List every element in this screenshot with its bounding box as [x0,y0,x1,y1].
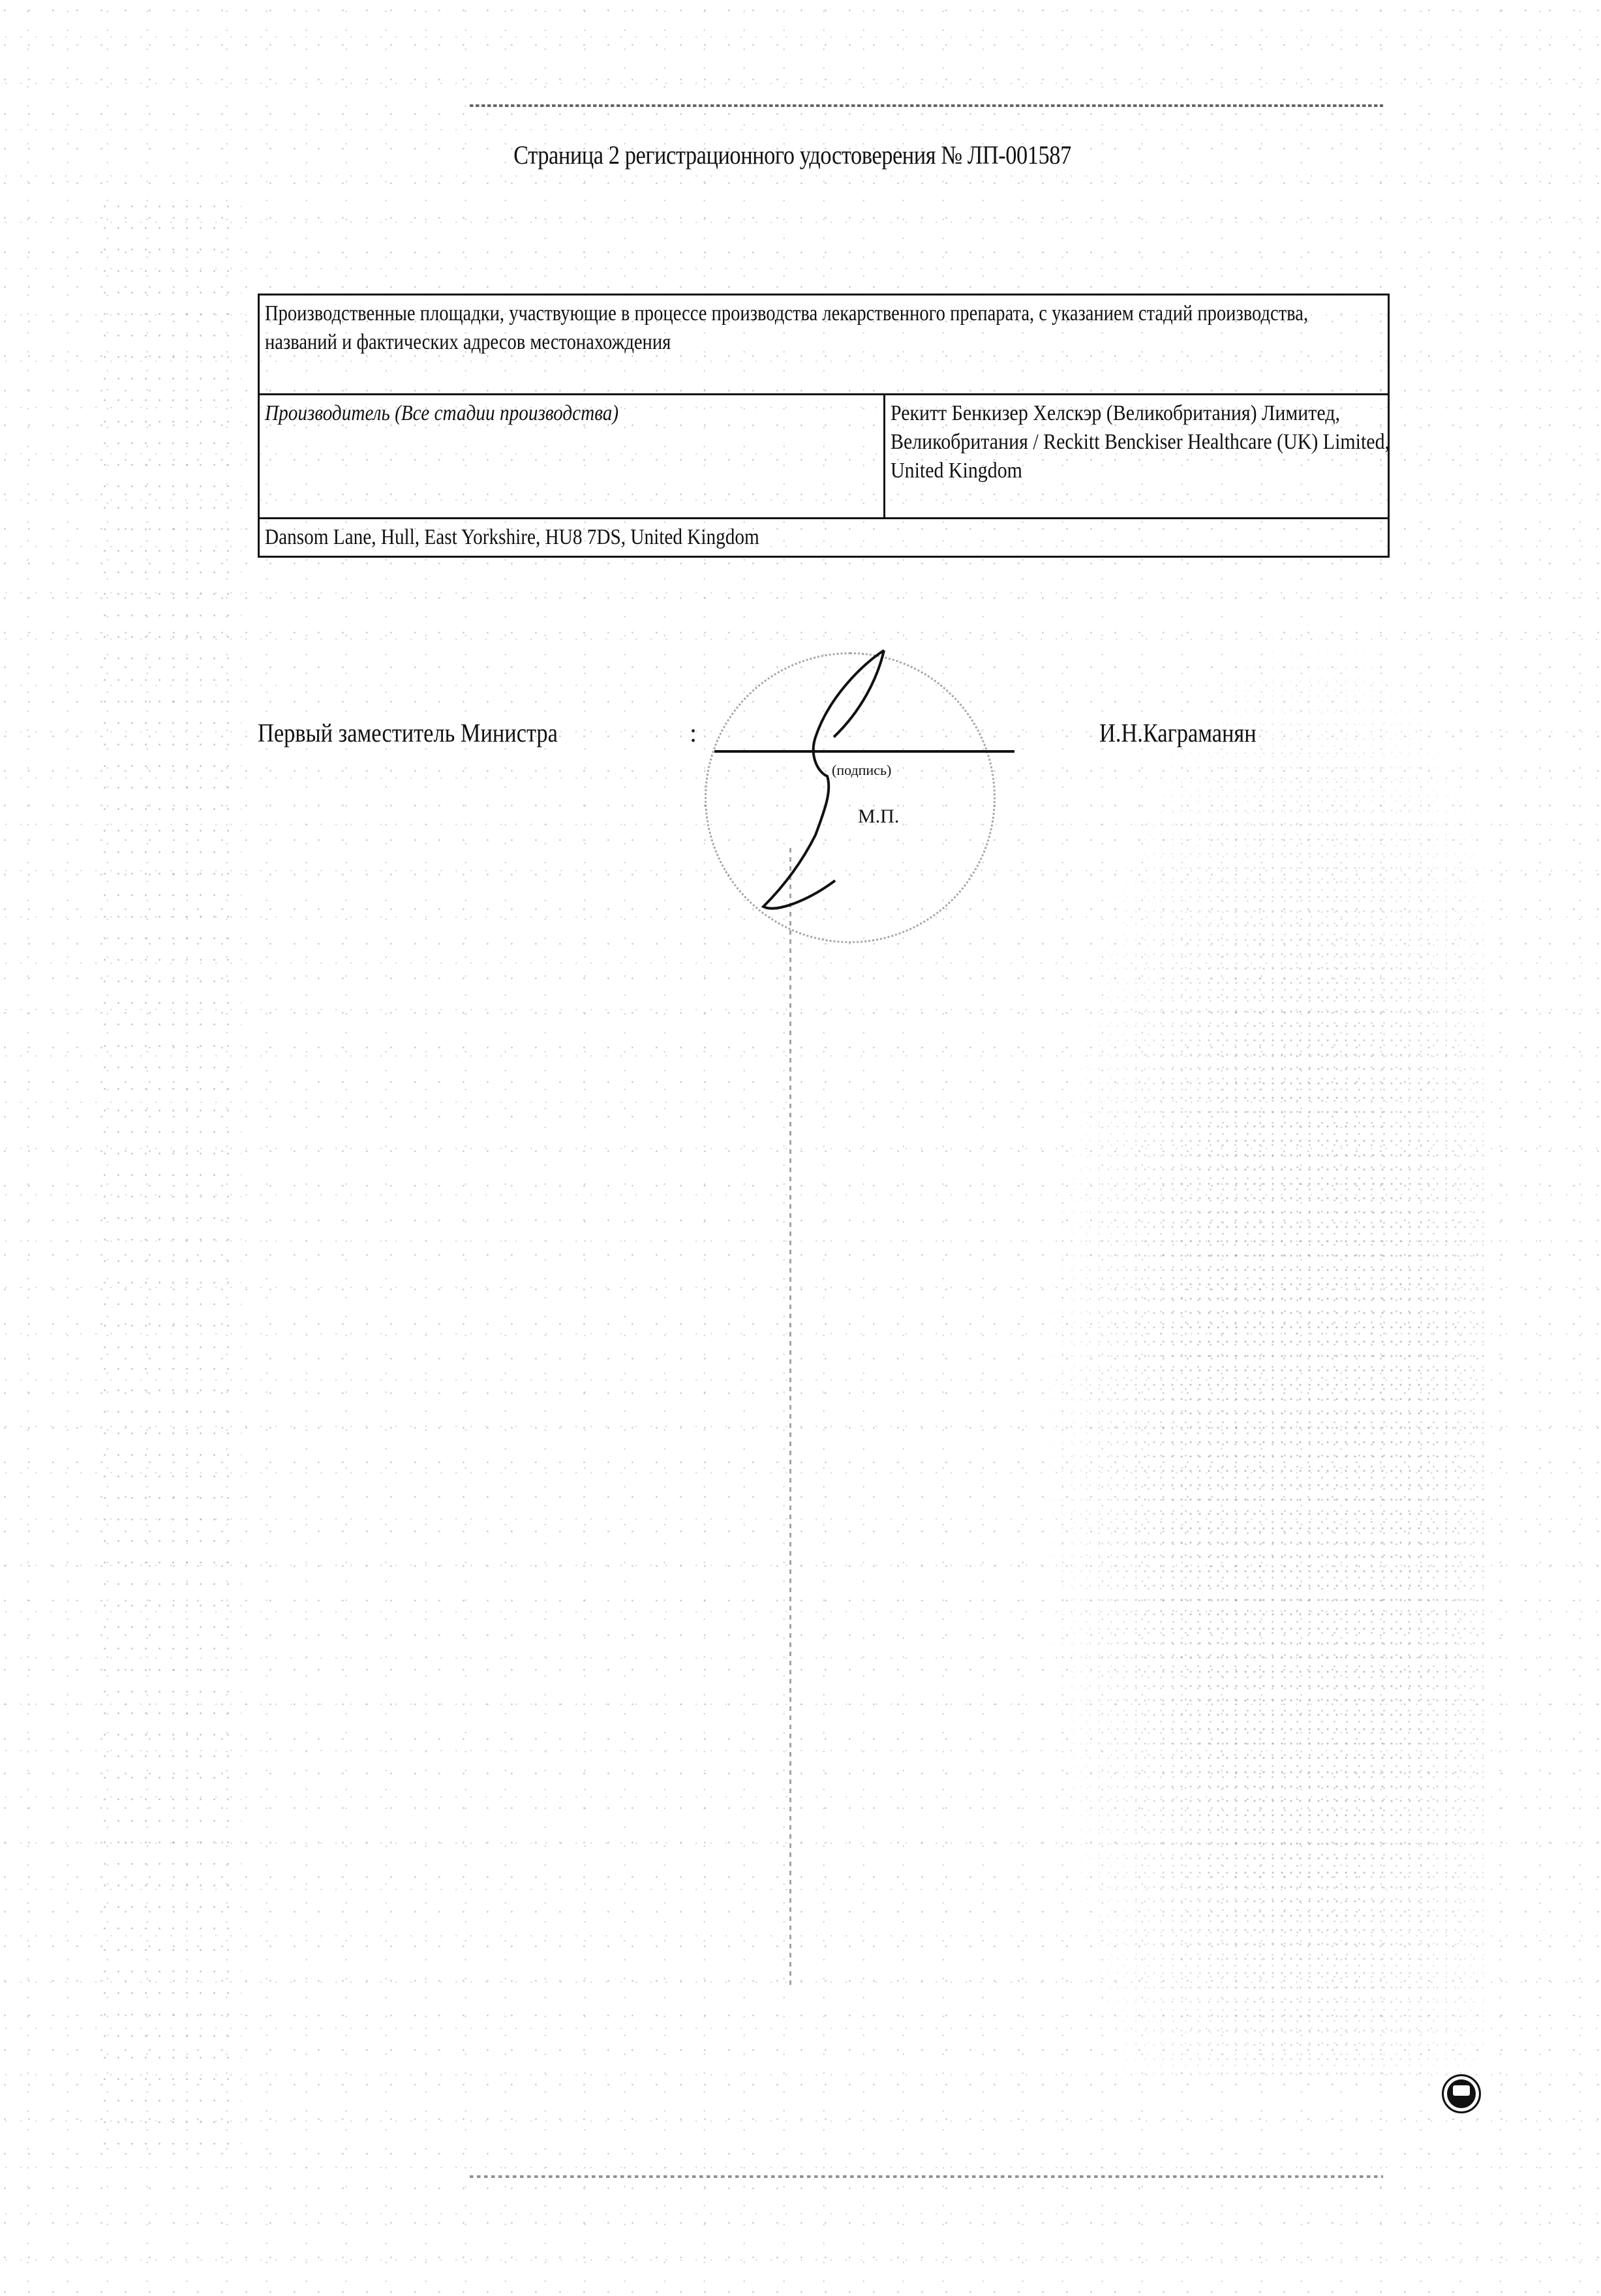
seal-icon [1442,2074,1481,2113]
manufacturer-label: Производитель (Все стадии производства) [265,401,619,425]
signature-block [258,718,1399,848]
signer-name: И.Н.Каграманян [1099,718,1257,748]
bottom-rule [470,2175,1383,2178]
table-row-address [259,519,1389,557]
signature-caption: (подпись) [832,762,892,778]
signer-colon: : [690,718,697,748]
production-sites-table [258,294,1390,558]
top-rule [470,104,1383,107]
address-cell [259,519,1389,557]
table-header-cell [259,295,1389,395]
table-row [259,395,1389,519]
scan-fold-line [789,848,791,1989]
table-header-row [259,295,1389,395]
manufacturer-label-cell [259,395,885,519]
address-text: Dansom Lane, Hull, East Yorkshire, HU8 7DS, United Kingdom [265,525,759,549]
signer-position: Первый заместитель Министра [258,718,558,748]
table-header-text: Производственные площадки, участвующие в процессе производства лекарственного препарата, с указанием стадий производства, названий и фактических адресов местонахождения [265,301,1309,354]
signature-line [714,750,1014,753]
manufacturer-name-cell [885,395,1389,519]
manufacturer-name: Рекитт Бенкизер Хелскэр (Великобритания) Лимитед, Великобритания / Reckitt Benckiser Healthcare (UK) Limited, United Kingdom [891,401,1390,483]
stamp-mark: М.П. [858,806,900,827]
page-title: Страница 2 регистрационного удостоверения № ЛП-001587 [513,140,1071,170]
scan-noise-left [98,196,241,2152]
